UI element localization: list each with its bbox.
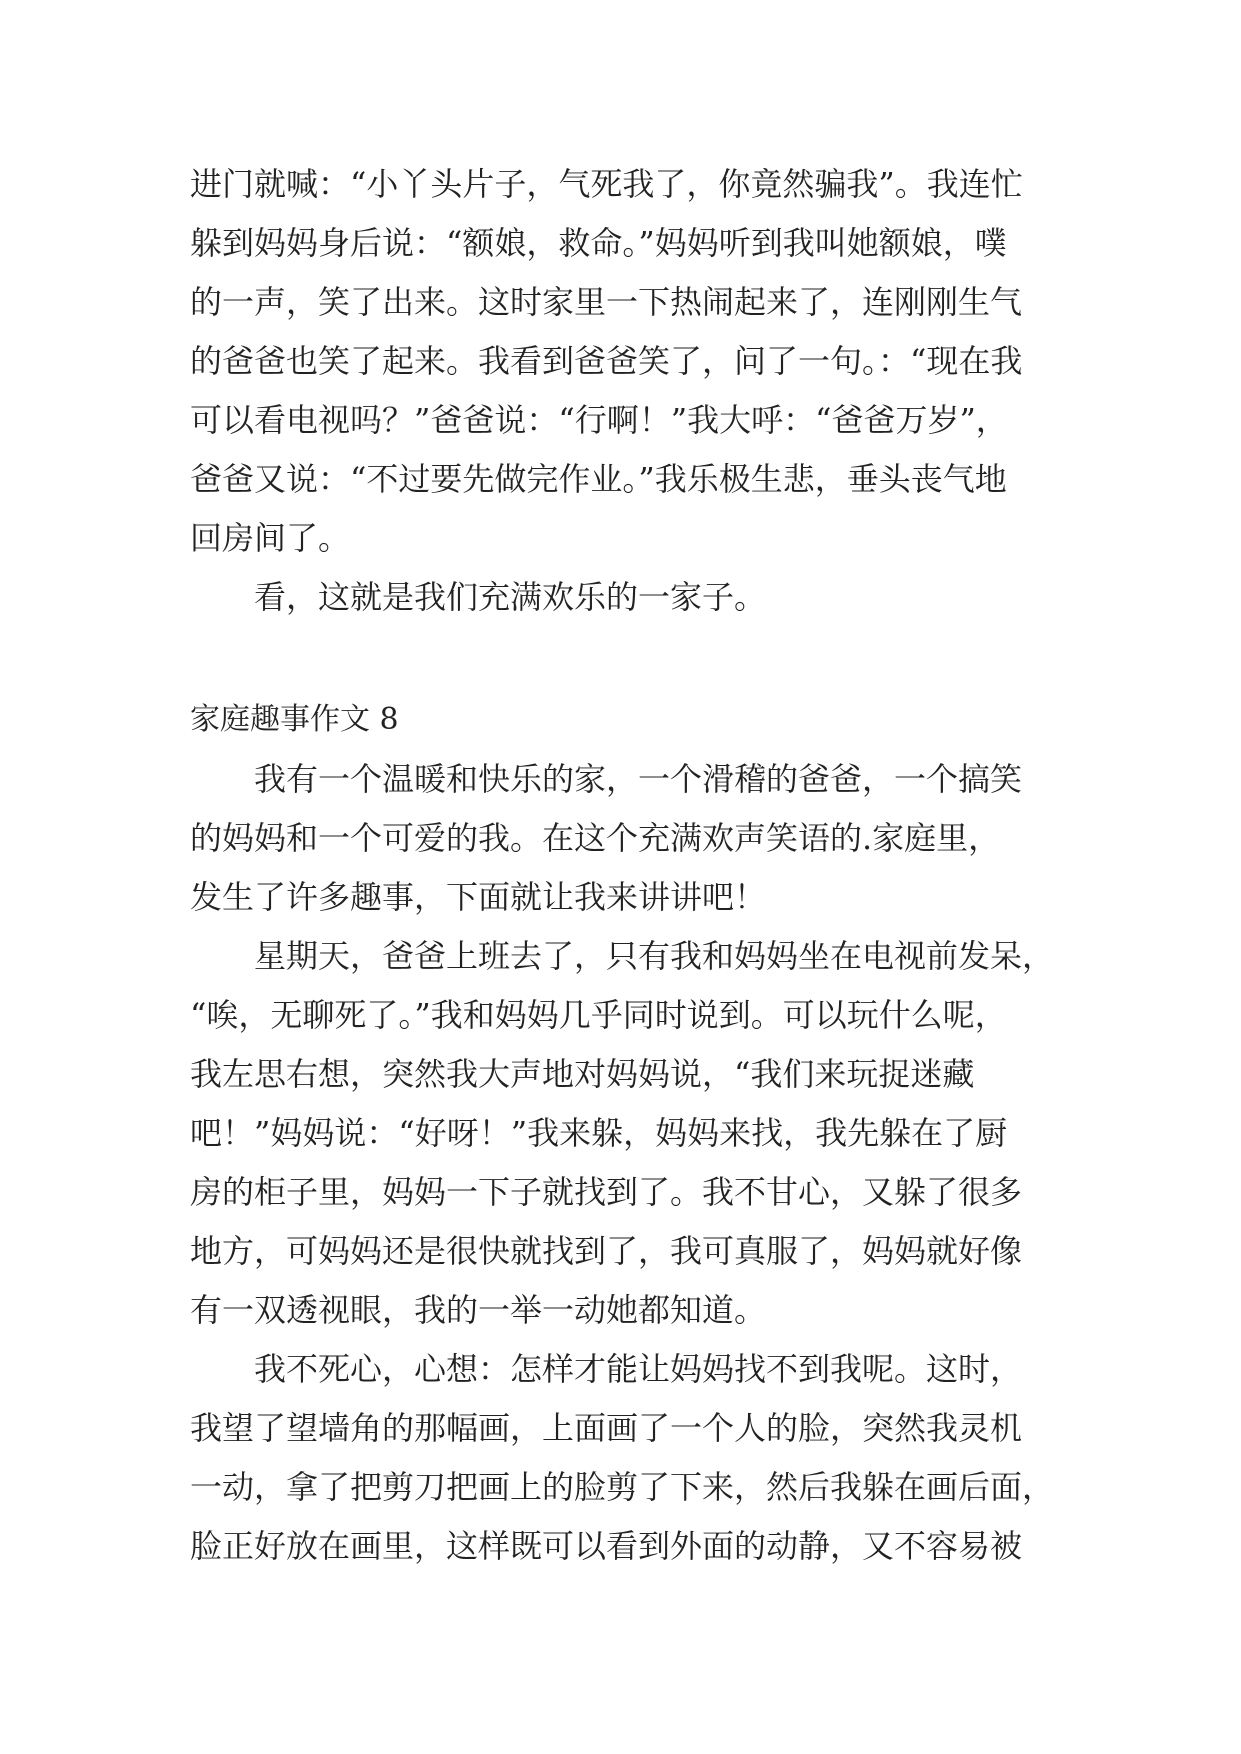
text-line: 进门就喊：“小丫头片子，气死我了，你竟然骗我”。我连忙 bbox=[190, 165, 1023, 203]
paragraph-3 bbox=[190, 1340, 1060, 1576]
text-line: 看，这就是我们充满欢乐的一家子。 bbox=[254, 578, 767, 616]
text-line: 躲到妈妈身后说：“额娘，救命。”妈妈听到我叫她额娘，噗 bbox=[190, 224, 1007, 262]
text-line: “唉，无聊死了。”我和妈妈几乎同时说到。可以玩什么呢， bbox=[190, 996, 1007, 1034]
paragraph-continued bbox=[190, 155, 1060, 568]
text-line: 我不死心，心想：怎样才能让妈妈找不到我呢。这时， bbox=[254, 1350, 1023, 1388]
text-line: 我望了望墙角的那幅画，上面画了一个人的脸，突然我灵机 bbox=[190, 1409, 1023, 1447]
text-line: 发生了许多趣事，下面就让我来讲讲吧！ bbox=[190, 878, 767, 916]
text-line: 可以看电视吗？”爸爸说：“行啊！”我大呼：“爸爸万岁”， bbox=[190, 401, 1008, 439]
text-line: 的妈妈和一个可爱的我。在这个充满欢声笑语的.家庭里， bbox=[190, 819, 1001, 857]
text-line: 星期天，爸爸上班去了，只有我和妈妈坐在电视前发呆， bbox=[254, 937, 1055, 975]
text-line: 脸正好放在画里，这样既可以看到外面的动静，又不容易被 bbox=[190, 1527, 1023, 1565]
text-line: 的爸爸也笑了起来。我看到爸爸笑了，问了一句。：“现在我 bbox=[190, 342, 1023, 380]
document-body bbox=[190, 155, 1060, 1576]
text-line: 我左思右想，突然我大声地对妈妈说，“我们来玩捉迷藏 bbox=[190, 1055, 975, 1093]
text-line: 房的柜子里，妈妈一下子就找到了。我不甘心，又躲了很多 bbox=[190, 1173, 1023, 1211]
text-line: 吧！”妈妈说：“好呀！”我来躲，妈妈来找，我先躲在了厨 bbox=[190, 1114, 1008, 1152]
text-line: 我有一个温暖和快乐的家，一个滑稽的爸爸，一个搞笑 bbox=[254, 760, 1023, 798]
paragraph-1 bbox=[190, 750, 1060, 927]
text-line: 的一声，笑了出来。这时家里一下热闹起来了，连刚刚生气 bbox=[190, 283, 1023, 321]
section-title: 家庭趣事作文 8 bbox=[190, 702, 399, 737]
paragraph-2 bbox=[190, 927, 1060, 1340]
text-line: 一动，拿了把剪刀把画上的脸剪了下来，然后我躲在画后面， bbox=[190, 1468, 1055, 1506]
paragraph-closing bbox=[190, 568, 1060, 627]
text-line: 回房间了。 bbox=[190, 519, 351, 557]
text-line: 爸爸又说：“不过要先做完作业。”我乐极生悲，垂头丧气地 bbox=[190, 460, 1007, 498]
section-gap bbox=[190, 627, 1060, 689]
text-line: 地方，可妈妈还是很快就找到了，我可真服了，妈妈就好像 bbox=[190, 1232, 1023, 1270]
text-line: 有一双透视眼，我的一举一动她都知道。 bbox=[190, 1291, 767, 1329]
